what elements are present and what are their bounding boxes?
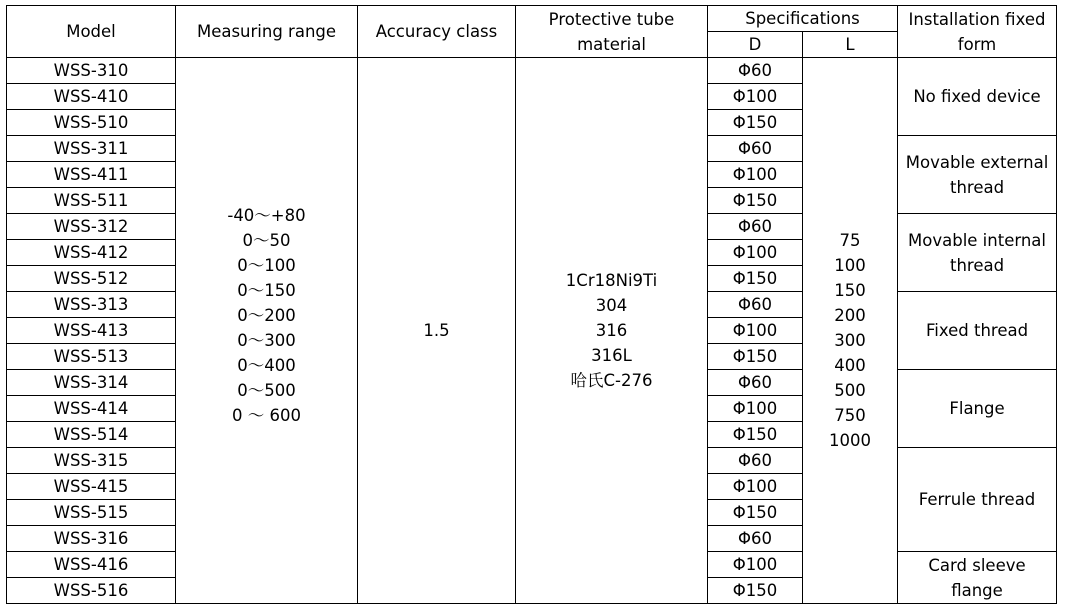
model-cell: WSS-411 xyxy=(7,162,176,188)
model-cell: WSS-415 xyxy=(7,474,176,500)
model-cell: WSS-416 xyxy=(7,552,176,578)
header-spec-d: D xyxy=(708,32,803,58)
model-cell: WSS-316 xyxy=(7,526,176,552)
accuracy-class-cell: 1.5 xyxy=(358,58,516,604)
header-tube-material: Protective tube material xyxy=(516,6,708,58)
diameter-cell: Φ60 xyxy=(708,214,803,240)
header-installation: Installation fixed form xyxy=(898,6,1057,58)
diameter-cell: Φ100 xyxy=(708,84,803,110)
measuring-range-value: 0～100 xyxy=(237,256,296,275)
diameter-cell: Φ150 xyxy=(708,500,803,526)
model-cell: WSS-414 xyxy=(7,396,176,422)
installation-cell: No fixed device xyxy=(898,58,1057,136)
measuring-range-cell xyxy=(176,58,358,604)
diameter-cell: Φ150 xyxy=(708,110,803,136)
tube-material-value: 316L xyxy=(591,346,632,365)
header-measuring-range: Measuring range xyxy=(176,6,358,58)
measuring-range-value: 0～500 xyxy=(237,381,296,400)
diameter-cell: Φ150 xyxy=(708,422,803,448)
model-cell: WSS-516 xyxy=(7,578,176,604)
diameter-cell: Φ60 xyxy=(708,370,803,396)
installation-cell: Fixed thread xyxy=(898,292,1057,370)
header-model: Model xyxy=(7,6,176,58)
tube-material-cell xyxy=(516,58,708,604)
length-value: 200 xyxy=(834,306,866,325)
length-cell xyxy=(803,58,898,604)
model-cell: WSS-410 xyxy=(7,84,176,110)
measuring-range-value: 0～300 xyxy=(237,331,296,350)
length-value: 400 xyxy=(834,356,866,375)
model-cell: WSS-515 xyxy=(7,500,176,526)
measuring-range-value: -40～+80 xyxy=(227,206,306,225)
diameter-cell: Φ60 xyxy=(708,448,803,474)
diameter-cell: Φ60 xyxy=(708,136,803,162)
model-cell: WSS-413 xyxy=(7,318,176,344)
measuring-range-value: 0～50 xyxy=(242,231,291,250)
length-value: 500 xyxy=(834,381,866,400)
model-cell: WSS-513 xyxy=(7,344,176,370)
installation-cell: Ferrule thread xyxy=(898,448,1057,552)
length-value: 1000 xyxy=(829,431,871,450)
diameter-cell: Φ100 xyxy=(708,552,803,578)
diameter-cell: Φ100 xyxy=(708,318,803,344)
model-cell: WSS-315 xyxy=(7,448,176,474)
measuring-range-value: 0～400 xyxy=(237,356,296,375)
header-spec-l: L xyxy=(803,32,898,58)
diameter-cell: Φ100 xyxy=(708,396,803,422)
diameter-cell: Φ150 xyxy=(708,188,803,214)
tube-material-value: 316 xyxy=(595,321,628,340)
diameter-cell: Φ150 xyxy=(708,344,803,370)
model-cell: WSS-512 xyxy=(7,266,176,292)
header-accuracy-class: Accuracy class xyxy=(358,6,516,58)
spec-table xyxy=(6,5,1057,604)
length-value: 300 xyxy=(834,331,866,350)
diameter-cell: Φ150 xyxy=(708,266,803,292)
tube-material-value: 1Cr18Ni9Ti xyxy=(565,271,658,290)
model-cell: WSS-314 xyxy=(7,370,176,396)
table-row xyxy=(7,58,1057,84)
measuring-range-value: 0～150 xyxy=(237,281,296,300)
model-cell: WSS-514 xyxy=(7,422,176,448)
diameter-cell: Φ60 xyxy=(708,58,803,84)
installation-cell: Movable external thread xyxy=(898,136,1057,214)
model-cell: WSS-510 xyxy=(7,110,176,136)
installation-cell: Flange xyxy=(898,370,1057,448)
diameter-cell: Φ60 xyxy=(708,292,803,318)
model-cell: WSS-412 xyxy=(7,240,176,266)
measuring-range-value: 0～200 xyxy=(237,306,296,325)
model-cell: WSS-511 xyxy=(7,188,176,214)
header-specifications: Specifications xyxy=(708,6,898,32)
model-cell: WSS-311 xyxy=(7,136,176,162)
diameter-cell: Φ150 xyxy=(708,578,803,604)
diameter-cell: Φ100 xyxy=(708,474,803,500)
length-value: 100 xyxy=(834,256,866,275)
model-cell: WSS-310 xyxy=(7,58,176,84)
model-cell: WSS-313 xyxy=(7,292,176,318)
diameter-cell: Φ100 xyxy=(708,162,803,188)
tube-material-value: 304 xyxy=(595,296,628,315)
measuring-range-value: 0 ～ 600 xyxy=(232,406,301,425)
length-value: 150 xyxy=(834,281,866,300)
model-cell: WSS-312 xyxy=(7,214,176,240)
diameter-cell: Φ100 xyxy=(708,240,803,266)
installation-cell: Movable internal thread xyxy=(898,214,1057,292)
length-value: 75 xyxy=(839,231,861,250)
tube-material-value: 哈氏C-276 xyxy=(570,371,653,390)
installation-cell: Card sleeve flange xyxy=(898,552,1057,604)
length-value: 750 xyxy=(834,406,866,425)
diameter-cell: Φ60 xyxy=(708,526,803,552)
